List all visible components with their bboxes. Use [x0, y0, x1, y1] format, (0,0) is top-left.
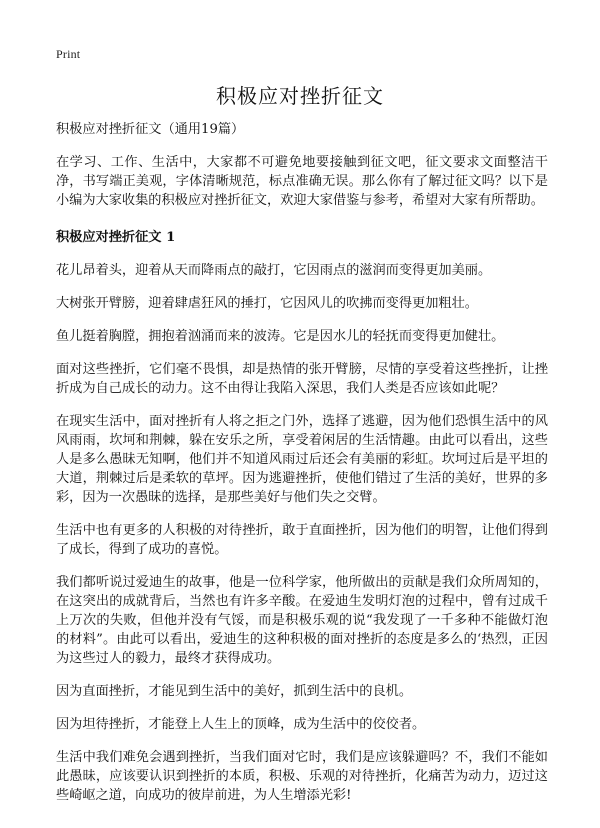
intro-paragraph: 在学习、工作、生活中，大家都不可避免地要接触到征文吧，征文要求文面整洁干净，书写端正美观，字体清晰规范，标点准确无误。那么你有了解过征文吗？以下是小编为大家收集的积极应对挫折征文，欢迎大家借鉴与参考，希望对大家有所帮助。 — [56, 155, 548, 208]
paragraph-10: 生活中我们难免会遇到挫折，当我们面对它时，我们是应该躲避吗？不，我们不能如此愚昧，应该要认识到挫折的本质，积极、乐观的对待挫折，化痛苦为动力，迈过这些崎岖之道，向成功的彼岸前进，为人生增添光彩! — [56, 750, 548, 803]
paragraph-5: 在现实生活中，面对挫折有人将之拒之门外，选择了逃避，因为他们恐惧生活中的风风雨雨，坎坷和荆棘，躲在安乐之所，享受着闲居的生活情趣。由此可以看出，这些人是多么愚昧无知啊，他们并不知道风雨过后还会有美丽的彩虹。坎坷过后是平坦的大道，荆棘过后是柔软的草坪。因为逃避挫折，使他们错过了生活的美好，世界的多彩，因为一次愚昧的选择，是那些美好与他们失之交臂。 — [56, 414, 548, 505]
print-link[interactable]: Print — [56, 47, 81, 61]
page-title: 积极应对挫折征文 — [216, 84, 384, 108]
paragraph-2: 大树张开臂膀，迎着肆虐狂风的捶打，它因风儿的吹拂而变得更加粗壮。 — [56, 296, 478, 311]
paragraph-8: 因为直面挫折，才能见到生活中的美好，抓到生活中的良机。 — [56, 684, 413, 699]
paragraph-1: 花儿昂着头，迎着从天而降雨点的敲打，它因雨点的滋润而变得更加美丽。 — [56, 263, 492, 278]
paragraph-7: 我们都听说过爱迪生的故事，他是一位科学家，他所做出的贡献是我们众所周知的，在这突出的成就背后，当然也有许多辛酸。在爱迪生发明灯泡的过程中，曾有过成千上万次的失败，但他并没有气馁，而是积极乐观的说“我发现了一千多种不能做灯泡的材料”。由此可以看出，爱迪生的这种积极的面对挫折的态度是多么的‘热烈，正因为这些过人的毅力，最终才获得成功。 — [56, 575, 548, 666]
article-subtitle: 积极应对挫折征文（通用19篇） — [56, 122, 245, 137]
paragraph-9: 因为坦待挫折，才能登上人生上的顶峰，成为生活中的佼佼者。 — [56, 717, 426, 732]
section-heading: 积极应对挫折征文 1 — [56, 230, 176, 245]
paragraph-4: 面对这些挫折，它们毫不畏惧，却是热情的张开臂膀，尽情的享受着这些挫折，让挫折成为自己成长的动力。这不由得让我陷入深思，我们人类是否应该如此呢？ — [56, 362, 548, 396]
article-body — [56, 120, 548, 819]
paragraph-3: 鱼儿挺着胸膛，拥抱着汹涌而来的波涛。它是因水儿的轻抚而变得更加健壮。 — [56, 329, 505, 344]
paragraph-6: 生活中也有更多的人积极的对待挫折，敢于直面挫折，因为他们的明智，让他们得到了成长，得到了成功的喜悦。 — [56, 523, 548, 557]
